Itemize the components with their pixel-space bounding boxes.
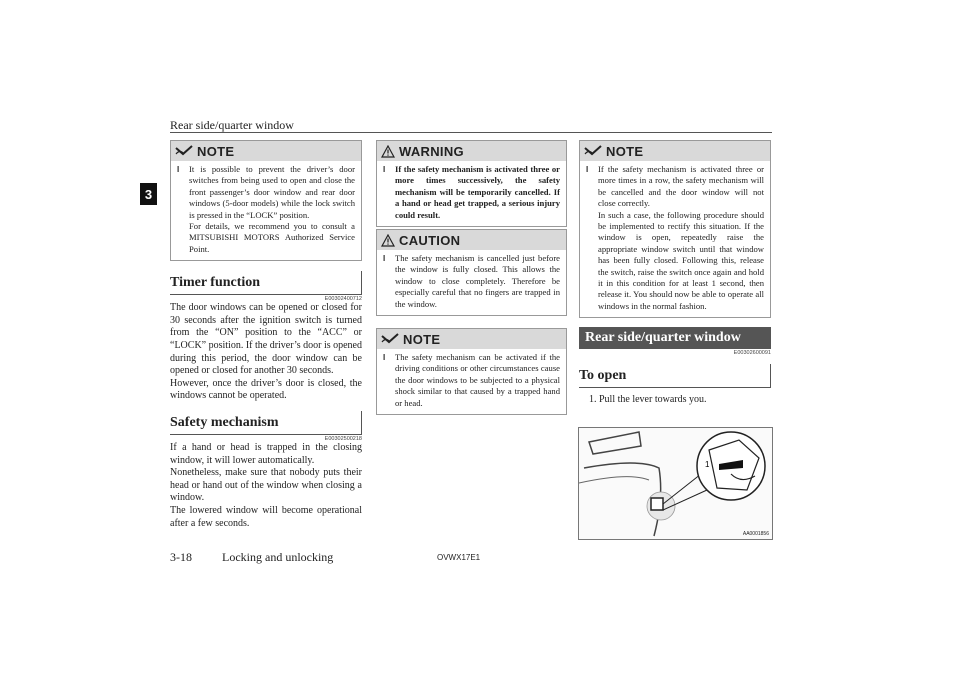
header-rule [170,132,772,133]
middle-column [376,140,567,415]
page-number: 3-18 [170,550,192,564]
note-item: l It is possible to prevent the driver’s door switches from being used to open and close the front passenger’s door window and rear door windows (5-door models) while the lock switch is pressed in the “LOCK” position. For details, we recommend you to consult a MITSUBISHI MOTORS Authorized Service Point. [177,164,355,254]
right-note-label: NOTE [606,143,644,159]
note-icon [175,145,193,157]
right-note-box [579,140,771,318]
note-text: It is possible to prevent the driver’s door switches from being used to open and close the front passenger’s door window and rear door windows (5-door models) while the lock switch is pressed in the “LOCK” position. For details, we recommend you to consult a MITSUBISHI MOTORS Authorized Service Point. [189,164,355,254]
timer-code: E00302400712 [324,296,362,303]
middle-note-text: The safety mechanism can be activated if the driving conditions or other circumstances cause the door windows to be subjected to a physical shock similar to that caused by a trapped hand or head. [395,352,560,408]
footer-section: Locking and unlocking [222,550,334,564]
lever-drawing [579,428,772,539]
warning-icon [381,145,395,158]
to-open-heading [579,364,771,388]
safety-heading [170,411,362,435]
warning-box [376,140,567,227]
timer-paragraph-1: The door windows can be opened or closed for 30 seconds after the ignition switch is turned from the “ON” position to the “ACC” or “LOCK” position. If the driver’s door is opened during this period, the door window can be opened or closed for another 30 seconds. [170,302,362,377]
figure-marker: 1 [705,460,710,469]
middle-note-item: l The safety mechanism can be activated if the driving conditions or other circumstances cause the door windows to be subjected to a physical shock similar to that caused by a trapped hand or head. [383,352,560,408]
safety-code: E00302500218 [324,436,362,442]
timer-paragraph-2: However, once the driver’s door is closed, the windows cannot be operated. [170,377,362,402]
note-icon [584,145,602,157]
to-open-step: 1. Pull the lever towards you. [589,394,707,406]
right-note-text: If the safety mechanism is activated three or more times in a row, the safety mechanism will be cancelled and the door window will not close correctly. In such a case, the following procedure should be implemented to rectify this situation. If the window is open, repeatedly raise the appropriate window switch until that window has been fully closed. Following this, release the switch, raise the switch once again and hold it in this condition for at least 1 second, then release it. You should now be able to operate all windows in the normal fashion. [598,164,764,311]
caution-box [376,229,567,316]
middle-note-box [376,328,567,415]
warning-text: If the safety mechanism is activated three or more times successively, the safety mechanism will be temporarily cancelled. If a hand or head get trapped, a serious injury could result. [395,164,560,220]
warning-item: l If the safety mechanism is activated three or more times successively, the safety mechanism will be temporarily cancelled. If a hand or head get trapped, a serious injury could result. [383,164,560,220]
note-header [171,141,361,161]
figure-code: AA0001856 [742,531,769,537]
header-title: Rear side/quarter window [170,118,294,132]
right-note-item: l If the safety mechanism is activated three or more times in a row, the safety mechanism will be cancelled and the door window will not close correctly. In such a case, the following procedure should be implemented to rectify this situation. If the window is open, repeatedly raise the appropriate window switch until that window has been fully closed. Following this, release the switch, raise the switch once again and hold it in this condition for at least 1 second, then release it. You should now be able to operate all windows in the normal fashion. [586,164,764,311]
note-box [170,140,362,261]
caution-icon [381,234,395,247]
safety-paragraph-1: If a hand or head is trapped in the closing window, it will lower automatically. [170,442,362,466]
timer-heading [170,271,362,295]
rear-window-code: E00302600091 [733,350,771,357]
safety-paragraph-2: Nonetheless, make sure that nobody puts their head or hand out of the window when closing a window. [170,467,362,504]
timer-title: Timer function [170,275,261,291]
caution-label: CAUTION [399,232,461,248]
safety-paragraph-3: The lowered window will become operational after a few seconds. [170,504,362,529]
right-note-header [580,141,770,161]
middle-note-header [377,329,566,349]
right-column [579,140,771,407]
footer-code: OVWX17E1 [437,553,481,562]
left-column [170,140,362,530]
middle-note-label: NOTE [403,331,441,347]
caution-text: The safety mechanism is cancelled just before the window is fully closed. This allows the window to close completely. Therefore be especially careful that no fingers are trapped in the window. [395,253,560,309]
note-label: NOTE [197,143,235,159]
lever-illustration [578,427,773,540]
warning-label: WARNING [399,143,464,159]
caution-item: l The safety mechanism is cancelled just before the window is fully closed. This allows the window to close completely. Therefore be especially careful that no fingers are trapped in the window. [383,253,560,309]
safety-title: Safety mechanism [170,415,279,430]
chapter-tab: 3 [140,183,157,205]
note-icon [381,333,399,345]
caution-header [377,230,566,250]
to-open-title: To open [579,368,627,384]
rear-window-heading: Rear side/quarter window [579,327,771,349]
warning-header [377,141,566,161]
